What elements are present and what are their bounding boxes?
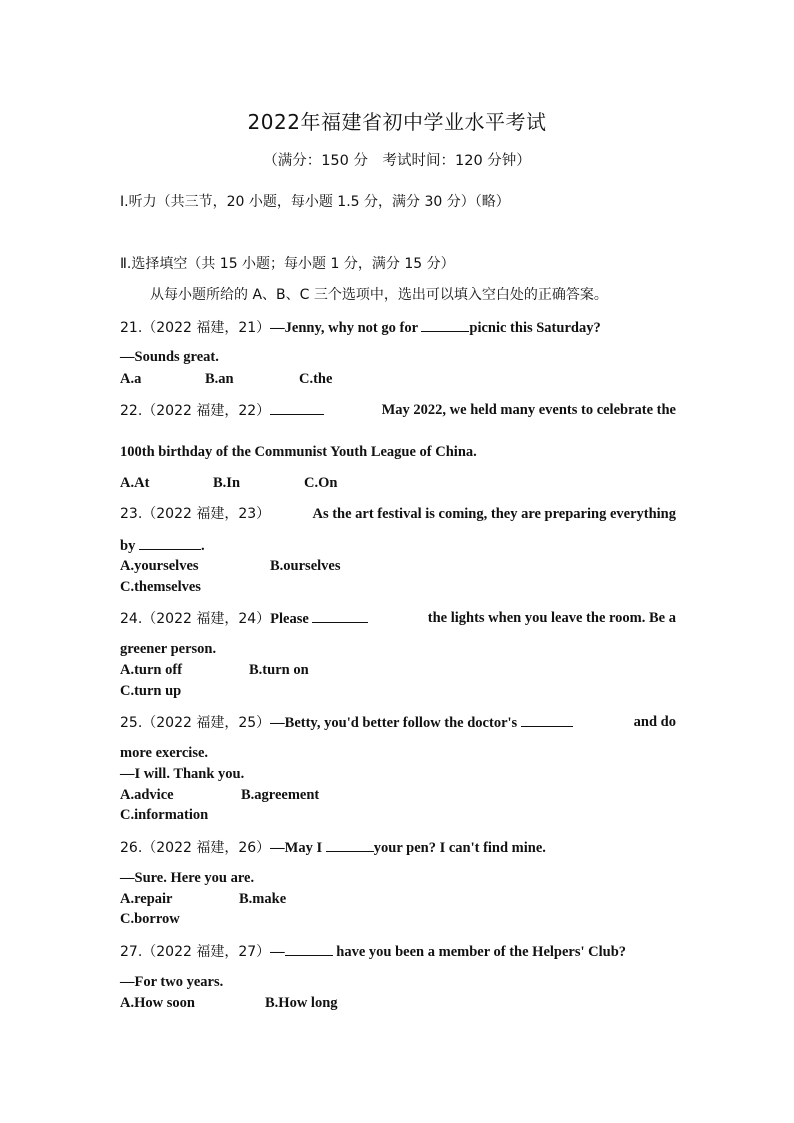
question-25-options <box>120 786 676 804</box>
answer-blank <box>285 942 333 956</box>
question-27 <box>120 942 676 961</box>
question-stem: have you been a member of the Helpers' Club? <box>332 944 627 960</box>
question-stem: the lights when you leave the room. Be a <box>427 610 676 626</box>
question-prefix: 26.（2022 福建，26） <box>120 840 271 856</box>
option-a: A.a <box>120 371 142 387</box>
option-a: A.turn off <box>120 662 183 678</box>
option-b: B.ourselves <box>270 558 341 574</box>
question-22-options <box>120 474 676 492</box>
section-listening: Ⅰ.听力（共三节，20 小题，每小题 1.5 分，满分 30 分）（略） <box>120 194 510 210</box>
answer-blank <box>521 713 573 727</box>
question-22-continuation: 100th birthday of the Communist Youth League of China. <box>120 444 477 460</box>
question-stem: —May I <box>270 840 326 856</box>
option-c: C.borrow <box>120 911 180 927</box>
option-a: A.At <box>120 475 150 491</box>
question-24-continuation: greener person. <box>120 641 217 657</box>
option-b: B.an <box>205 371 234 387</box>
question-stem: your pen? I can't find mine. <box>373 840 546 856</box>
question-stem: Please <box>270 611 313 627</box>
question-prefix: 25.（2022 福建，25） <box>120 715 271 731</box>
question-26 <box>120 838 676 857</box>
question-23-options <box>120 557 676 575</box>
question-prefix: 22.（2022 福建，22） <box>120 403 271 419</box>
question-21-reply: —Sounds great. <box>120 349 219 365</box>
question-stem: —Betty, you'd better follow the doctor's <box>270 715 521 731</box>
question-stem: and do <box>633 714 676 730</box>
question-26-options <box>120 890 676 908</box>
question-23 <box>120 505 676 523</box>
option-c: C.On <box>304 475 338 491</box>
option-a: A.yourselves <box>120 558 199 574</box>
option-a: A.How soon <box>120 995 195 1011</box>
option-b: B.agreement <box>241 787 320 803</box>
question-25-reply: —I will. Thank you. <box>120 766 245 782</box>
question-stem: picnic this Saturday? <box>469 320 601 336</box>
question-27-reply: —For two years. <box>120 974 224 990</box>
option-b: B.make <box>239 891 287 907</box>
question-26-reply: —Sure. Here you are. <box>120 870 255 886</box>
option-c: C.information <box>120 807 209 823</box>
option-b: B.How long <box>265 995 338 1011</box>
section-choice-heading: Ⅱ.选择填空（共 15 小题；每小题 1 分，满分 15 分） <box>120 256 455 272</box>
option-c: C.turn up <box>120 683 182 699</box>
answer-blank <box>139 536 201 550</box>
option-a: A.repair <box>120 891 173 907</box>
answer-blank <box>326 838 374 852</box>
question-prefix: 21.（2022 福建，21） <box>120 320 271 336</box>
exam-subtitle: （满分：150 分 考试时间：120 分钟） <box>263 153 531 169</box>
option-c: C.the <box>299 371 333 387</box>
option-b: B.turn on <box>249 662 309 678</box>
question-24 <box>120 609 676 628</box>
answer-blank <box>312 609 368 623</box>
question-21-options <box>120 370 676 388</box>
option-c: C.themselves <box>120 579 201 595</box>
answer-blank <box>421 318 469 332</box>
question-prefix: 23.（2022 福建，23） <box>120 506 271 522</box>
exam-title: 2022年福建省初中学业水平考试 <box>247 110 547 134</box>
question-25 <box>120 713 676 732</box>
question-stem: —Jenny, why not go for <box>270 320 422 336</box>
question-prefix: 24.（2022 福建，24） <box>120 611 271 627</box>
question-prefix: 27.（2022 福建，27） <box>120 944 271 960</box>
option-b: B.In <box>213 475 241 491</box>
option-a: A.advice <box>120 787 174 803</box>
question-23-continuation: by . <box>120 538 205 554</box>
answer-blank <box>270 401 324 415</box>
question-25-continuation: more exercise. <box>120 745 209 761</box>
question-22 <box>120 401 676 420</box>
section-choice-instruction: 从每小题所给的 A、B、C 三个选项中，选出可以填入空白处的正确答案。 <box>150 287 608 303</box>
question-27-options <box>120 994 676 1012</box>
question-21 <box>120 318 676 337</box>
question-stem: As the art festival is coming, they are preparing everything <box>312 506 676 522</box>
question-stem: — <box>270 944 285 960</box>
question-24-options <box>120 661 676 679</box>
question-stem: May 2022, we held many events to celebrate the <box>381 402 676 418</box>
